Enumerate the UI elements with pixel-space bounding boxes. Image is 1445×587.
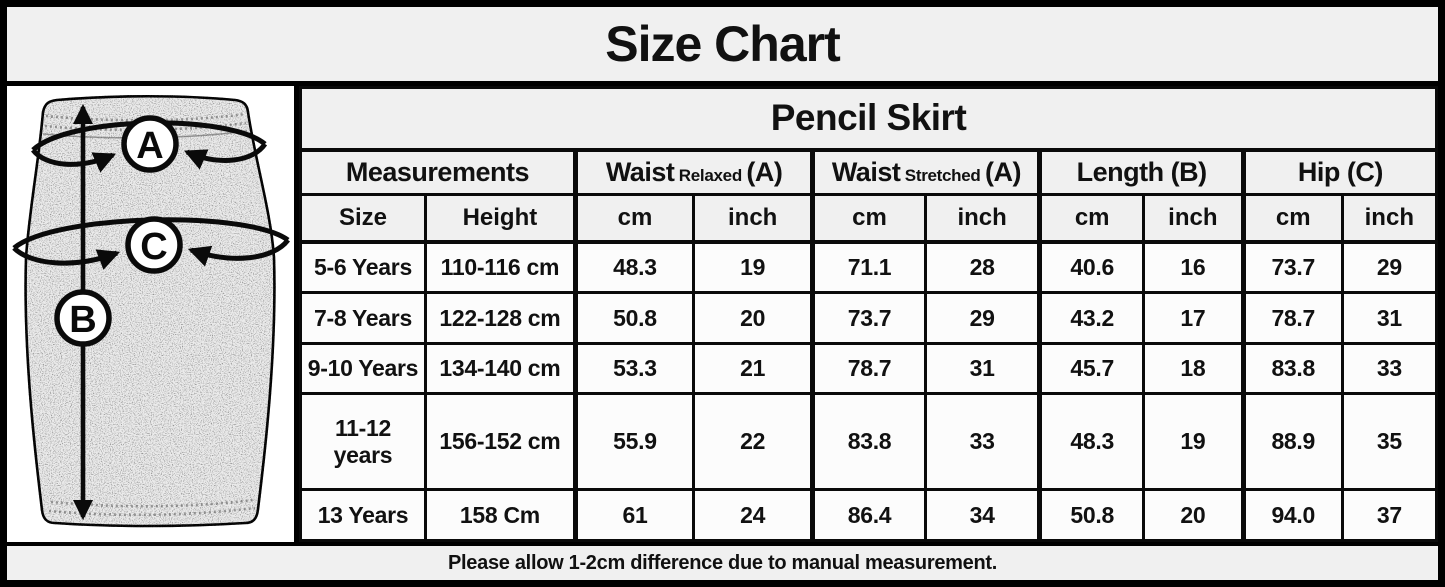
table-cell: 50.8 <box>575 293 693 344</box>
length-label: B <box>69 299 97 341</box>
table-row <box>301 490 1437 541</box>
table-cell: 33 <box>1342 343 1436 394</box>
table-cell: 61 <box>575 490 693 541</box>
table-cell: 29 <box>925 293 1040 344</box>
table-cell: 45.7 <box>1040 343 1143 394</box>
table-cell: 73.7 <box>813 293 925 344</box>
table-cell: 21 <box>694 343 813 394</box>
size-cell: 9-10 Years <box>301 343 426 394</box>
table-cell: 31 <box>1342 293 1436 344</box>
cm-column-header: cm <box>813 195 925 242</box>
group-header-row <box>301 150 1437 195</box>
table-cell: 73.7 <box>1243 242 1342 293</box>
size-cell: 7-8 Years <box>301 293 426 344</box>
waist-girth-label: A <box>136 125 164 167</box>
size-cell: 11-12 years <box>301 394 426 490</box>
page-title: Size Chart <box>605 16 840 72</box>
table-row <box>301 242 1437 293</box>
waist-stretched-group-header <box>813 150 1040 195</box>
table-cell: 43.2 <box>1040 293 1143 344</box>
table-cell: 17 <box>1143 293 1243 344</box>
table-cell: 86.4 <box>813 490 925 541</box>
inch-column-header: inch <box>694 195 813 242</box>
cm-column-header: cm <box>575 195 693 242</box>
waist-relaxed-group-header <box>575 150 812 195</box>
size-cell: 13 Years <box>301 490 426 541</box>
measurements-label: Measurements <box>345 156 529 187</box>
height-cell: 134-140 cm <box>425 343 575 394</box>
size-table <box>299 86 1438 542</box>
height-cell: 110-116 cm <box>425 242 575 293</box>
waist-relaxed-main: Waist <box>605 156 675 187</box>
table-cell: 78.7 <box>813 343 925 394</box>
table-cell: 18 <box>1143 343 1243 394</box>
length-group-header <box>1040 150 1243 195</box>
product-header-row <box>301 88 1437 150</box>
table-cell: 20 <box>1143 490 1243 541</box>
waist-stretched-qualifier: Stretched <box>904 165 981 185</box>
footer-note: Please allow 1-2cm difference due to manual measurement. <box>448 551 997 574</box>
measurements-group-header <box>301 150 576 195</box>
table-cell: 33 <box>925 394 1040 490</box>
cm-column-header: cm <box>1040 195 1143 242</box>
table-cell: 37 <box>1342 490 1436 541</box>
hip-group-label: Hip (C) <box>1297 156 1383 187</box>
inch-column-header: inch <box>925 195 1040 242</box>
waist-stretched-suffix: (A) <box>984 156 1021 187</box>
table-cell: 29 <box>1342 242 1436 293</box>
height-cell: 156-152 cm <box>425 394 575 490</box>
subheader-row <box>301 195 1437 242</box>
table-cell: 71.1 <box>813 242 925 293</box>
waist-relaxed-qualifier: Relaxed <box>678 165 742 185</box>
size-column-header: Size <box>301 195 426 242</box>
height-column-header: Height <box>425 195 575 242</box>
table-row <box>301 394 1437 490</box>
height-cell: 122-128 cm <box>425 293 575 344</box>
table-cell: 83.8 <box>813 394 925 490</box>
table-cell: 83.8 <box>1243 343 1342 394</box>
table-cell: 40.6 <box>1040 242 1143 293</box>
table-cell: 20 <box>694 293 813 344</box>
pencil-skirt-diagram <box>7 86 294 542</box>
waist-stretched-main: Waist <box>831 156 901 187</box>
table-cell: 53.3 <box>575 343 693 394</box>
table-cell: 24 <box>694 490 813 541</box>
table-cell: 94.0 <box>1243 490 1342 541</box>
inch-column-header: inch <box>1143 195 1243 242</box>
table-cell: 28 <box>925 242 1040 293</box>
height-cell: 158 Cm <box>425 490 575 541</box>
table-cell: 19 <box>1143 394 1243 490</box>
table-cell: 35 <box>1342 394 1436 490</box>
length-group-label: Length (B) <box>1076 156 1207 187</box>
cm-column-header: cm <box>1243 195 1342 242</box>
table-cell: 78.7 <box>1243 293 1342 344</box>
table-cell: 16 <box>1143 242 1243 293</box>
product-title: Pencil Skirt <box>301 88 1437 150</box>
size-diagram-panel <box>7 86 299 542</box>
table-row <box>301 343 1437 394</box>
table-cell: 55.9 <box>575 394 693 490</box>
size-cell: 5-6 Years <box>301 242 426 293</box>
title-bar <box>7 7 1438 86</box>
table-cell: 19 <box>694 242 813 293</box>
footer-note-bar <box>7 542 1438 580</box>
waist-relaxed-suffix: (A) <box>746 156 783 187</box>
table-cell: 34 <box>925 490 1040 541</box>
content-area <box>7 86 1438 542</box>
hip-girth-label: C <box>140 226 168 268</box>
table-cell: 48.3 <box>575 242 693 293</box>
table-row <box>301 293 1437 344</box>
table-cell: 88.9 <box>1243 394 1342 490</box>
hip-group-header <box>1243 150 1436 195</box>
inch-column-header: inch <box>1342 195 1436 242</box>
table-cell: 48.3 <box>1040 394 1143 490</box>
table-cell: 22 <box>694 394 813 490</box>
table-cell: 31 <box>925 343 1040 394</box>
size-table-panel <box>299 86 1438 542</box>
table-cell: 50.8 <box>1040 490 1143 541</box>
